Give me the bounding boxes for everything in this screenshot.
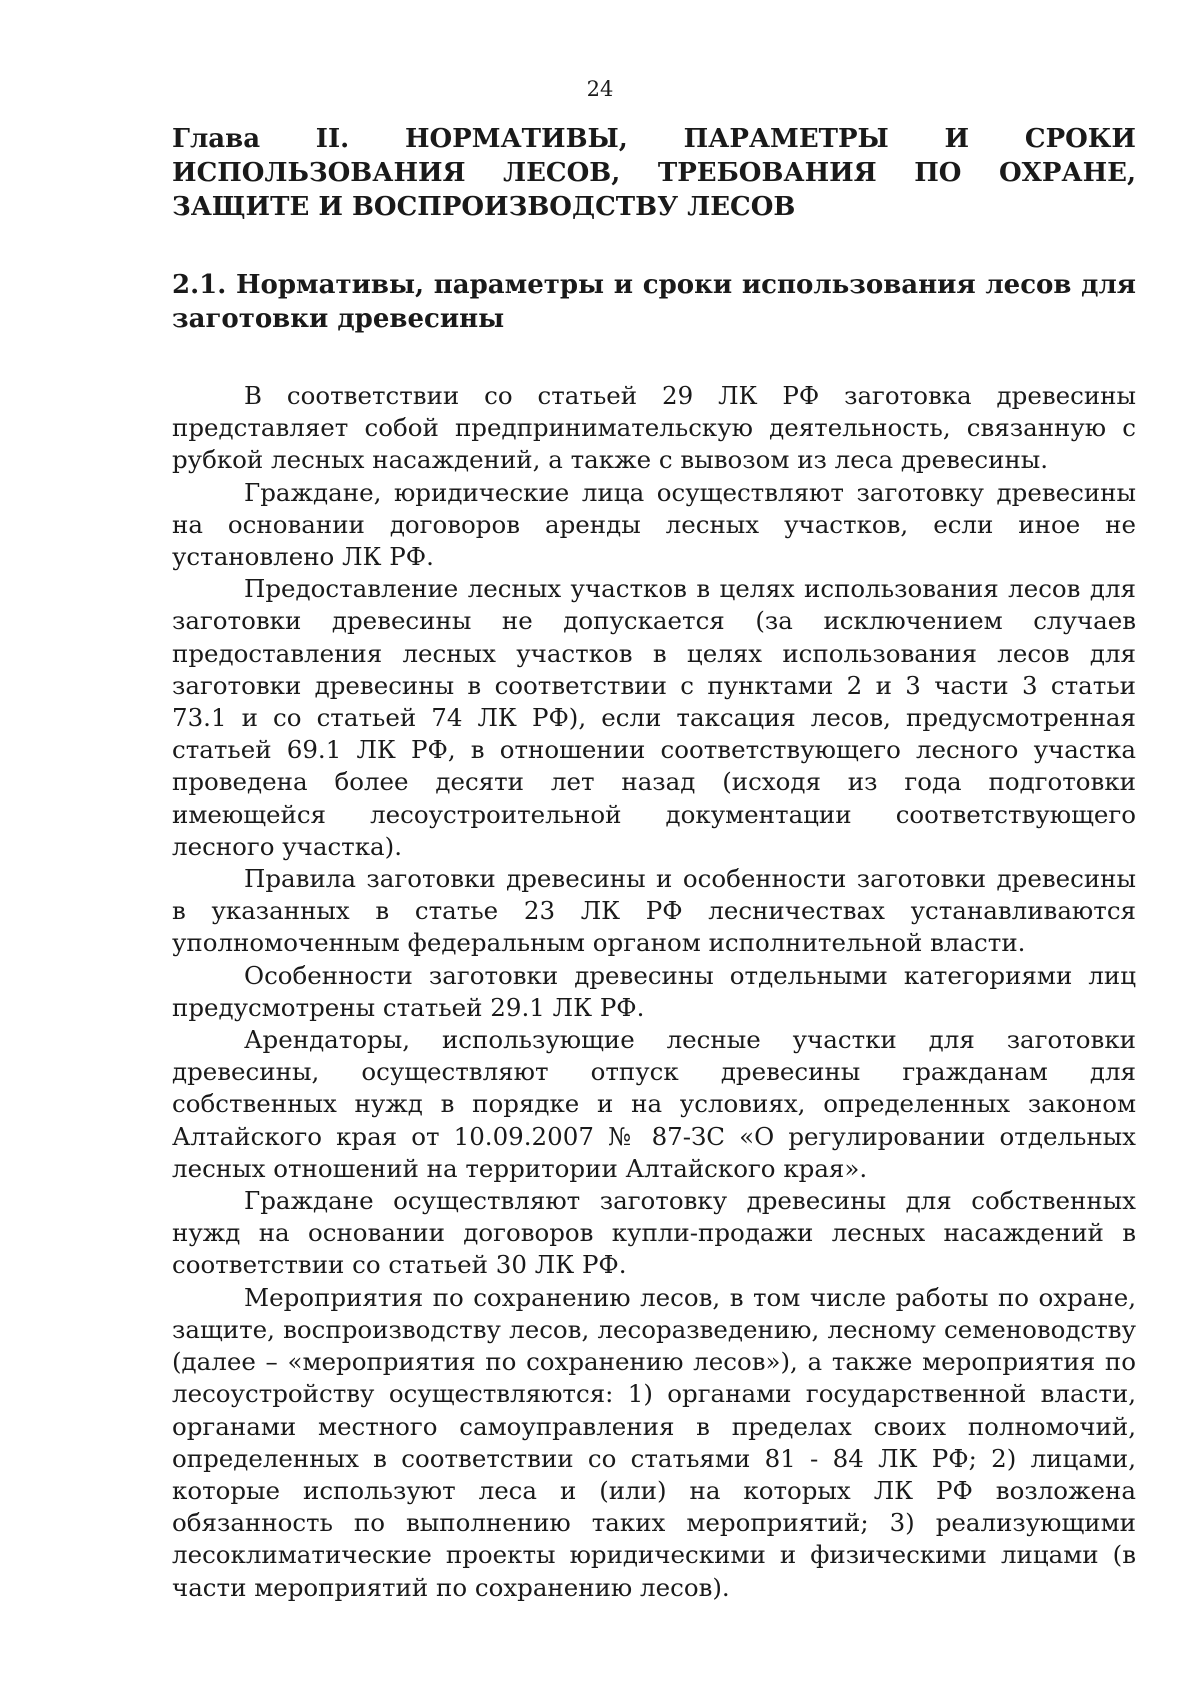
paragraph: Граждане осуществляют заготовку древесины для собственных нужд на основании договоров купли-продажи лесных насаждений в соответствии со статьей 30 ЛК РФ. [172, 1186, 1136, 1280]
paragraph: Мероприятия по сохранению лесов, в том числе работы по охране, защите, воспроизводству лесов, лесоразведению, лесному семеноводству (далее – «мероприятия по сохранению лесов»), а также мероприятия по лесоустройству осуществляются: 1) органами государственной власти, органами местного самоуправления в пределах своих полномочий, определенных в соответствии со статьями 81 - 84 ЛК РФ; 2) лицами, которые используют леса и (или) на которых ЛК РФ возложена обязанность по выполнению таких мероприятий; 3) реализующими лесоклиматические проекты юридическими и физическими лицами (в части мероприятий по сохранению лесов). [172, 1282, 1136, 1602]
paragraph: Правила заготовки древесины и особенности заготовки древесины в указанных в статье 23 ЛК РФ лесничествах устанавливаются уполномоченным федеральным органом исполнительной власти. [172, 864, 1136, 958]
paragraph: В соответствии со статьей 29 ЛК РФ заготовка древесины представляет собой предпринимательскую деятельность, связанную с рубкой лесных насаждений, а также с вывозом из леса древесины. [172, 381, 1136, 475]
paragraph: Арендаторы, использующие лесные участки для заготовки древесины, осуществляют отпуск древесины гражданам для собственных нужд в порядке и на условиях, определенных законом Алтайского края от 10.09.2007 № 87-ЗС «О регулировании отдельных лесных отношений на территории Алтайского края». [172, 1025, 1136, 1183]
page-number: 24 [586, 77, 614, 101]
chapter-title: Глава II. НОРМАТИВЫ, ПАРАМЕТРЫ И СРОКИ ИСПОЛЬЗОВАНИЯ ЛЕСОВ, ТРЕБОВАНИЯ ПО ОХРАНЕ, ЗАЩИТЕ И ВОСПРОИЗВОДСТВУ ЛЕСОВ [172, 124, 1136, 222]
body-text [172, 380, 1136, 1604]
paragraph: Особенности заготовки древесины отдельными категориями лиц предусмотрены статьей 29.1 ЛК РФ. [172, 960, 1136, 1022]
section-title: 2.1. Нормативы, параметры и сроки использования лесов для заготовки древесины [172, 270, 1136, 334]
paragraph: Граждане, юридические лица осуществляют заготовку древесины на основании договоров аренды лесных участков, если иное не установлено ЛК РФ. [172, 477, 1136, 572]
paragraph: Предоставление лесных участков в целях использования лесов для заготовки древесины не допускается (за исключением случаев предоставления лесных участков в целях использования лесов для заготовки древесины в соответствии с пунктами 2 и 3 части 3 статьи 73.1 и со статьей 74 ЛК РФ), если таксация лесов, предусмотренная статьей 69.1 ЛК РФ, в отношении соответствующего лесного участка проведена более десяти лет назад (исходя из года подготовки имеющейся лесоустроительной документации соответствующего лесного участка). [172, 574, 1136, 861]
document-body [172, 122, 1136, 1604]
